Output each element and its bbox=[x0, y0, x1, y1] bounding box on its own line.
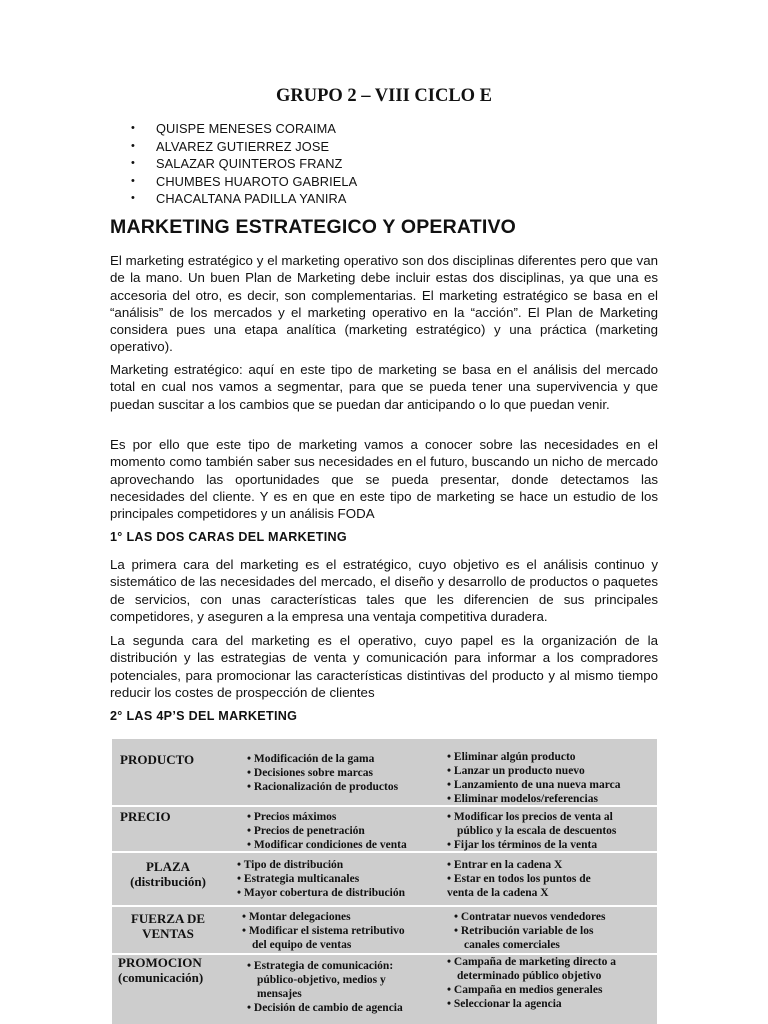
member-item bbox=[110, 138, 357, 156]
group-heading: GRUPO 2 – VIII CICLO E bbox=[275, 86, 493, 106]
row-header-line: PROMOCION bbox=[118, 955, 202, 970]
bullet-icon: • bbox=[131, 192, 135, 205]
col1-item: público-objetivo, medios y bbox=[257, 974, 386, 986]
intro-paragraph: El marketing estratégico y el marketing operativo son dos disciplinas diferentes pero que van de la mano. Un buen Plan de Marketing debe incluir estas dos disciplinas, ya que una es accesoria del otro, es decir, son complementarias. El marketing estratégico se basa en el “análisis” de los mercados y el marketing operativo en la “acción”. El Plan de Marketing considera pues una etapa analítica (marketing estratégico) y una práctica (marketing operativo). bbox=[110, 253, 658, 355]
second-face-paragraph: La segunda cara del marketing es el operativo, cuyo papel es la organización de la distribución y las estrategias de venta y comunicación para informar a los compradores potenciales, para promocionar las características distintivas del producto y al mismo tiempo reducir los costes de prospección de clientes bbox=[110, 633, 658, 700]
col2-item: • Campaña en medios generales bbox=[447, 984, 603, 996]
col2-item: determinado público objetivo bbox=[457, 970, 602, 982]
member-name: SALAZAR QUINTEROS FRANZ bbox=[156, 156, 343, 172]
row-header-line: (distribución) bbox=[130, 874, 206, 889]
row-header-line: (comunicación) bbox=[118, 970, 204, 985]
row-header-line: PLAZA bbox=[145, 859, 191, 874]
bullet-icon: • bbox=[131, 139, 135, 152]
section1-heading: 1° LAS DOS CARAS DEL MARKETING bbox=[110, 530, 348, 544]
col1-item: • Estrategia de comunicación: bbox=[247, 960, 394, 972]
table-row bbox=[112, 739, 657, 805]
table-row bbox=[112, 907, 657, 953]
row-header-line: PRECIO bbox=[120, 809, 171, 824]
member-name: CHACALTANA PADILLA YANIRA bbox=[156, 191, 347, 207]
row-col2 bbox=[454, 910, 606, 952]
col2-item: • Estar en todos los puntos de bbox=[447, 873, 591, 885]
row-header bbox=[112, 859, 224, 889]
row-header-line: VENTAS bbox=[142, 926, 194, 941]
member-item bbox=[110, 120, 357, 138]
member-list bbox=[110, 120, 357, 208]
col2-item: • Seleccionar la agencia bbox=[447, 998, 562, 1010]
row-col1 bbox=[247, 810, 407, 852]
bullet-icon: • bbox=[131, 122, 135, 134]
bullet-icon: • bbox=[131, 157, 135, 170]
col1-item: • Racionalización de productos bbox=[247, 781, 399, 793]
member-item bbox=[110, 173, 357, 191]
row-col2 bbox=[447, 810, 616, 852]
col2-item: • Retribución variable de los bbox=[454, 925, 594, 937]
col1-item: • Modificación de la gama bbox=[247, 753, 375, 765]
table-row bbox=[112, 807, 657, 851]
bullet-icon: • bbox=[131, 174, 135, 187]
row-col1 bbox=[237, 858, 405, 900]
col2-item: • Eliminar algún producto bbox=[447, 751, 576, 763]
col2-item: • Lanzamiento de una nueva marca bbox=[447, 779, 621, 791]
document-title: MARKETING ESTRATEGICO Y OPERATIVO bbox=[110, 216, 517, 238]
needs-paragraph: Es por ello que este tipo de marketing vamos a conocer sobre las necesidades en el momento como también saber sus necesidades en el futuro, buscando un nicho de mercado aprovechando las oportunidades que se pueda presentar, donde detectamos las necesidades del cliente. Y es en que en este tipo de marketing se hace un estudio de los principales competidores y un análisis FODA bbox=[110, 437, 658, 522]
col1-item: • Mayor cobertura de distribución bbox=[237, 887, 405, 899]
row-header bbox=[112, 911, 224, 941]
col2-item: • Modificar los precios de venta al bbox=[447, 811, 613, 823]
col1-item: • Montar delegaciones bbox=[242, 911, 351, 923]
four-ps-table bbox=[112, 739, 657, 1024]
row-header bbox=[118, 955, 203, 985]
member-name: CHUMBES HUAROTO GABRIELA bbox=[156, 173, 358, 189]
col1-item: • Modificar condiciones de venta bbox=[247, 839, 407, 851]
col1-item: • Decisión de cambio de agencia bbox=[247, 1002, 403, 1014]
col1-item: • Tipo de distribución bbox=[237, 859, 344, 871]
col2-item: • Campaña de marketing directo a bbox=[447, 956, 616, 968]
member-item bbox=[110, 190, 357, 208]
row-header bbox=[120, 752, 194, 767]
col1-item: del equipo de ventas bbox=[252, 939, 352, 951]
row-header bbox=[120, 809, 171, 824]
col2-item: venta de la cadena X bbox=[447, 887, 549, 899]
row-col1 bbox=[247, 752, 398, 794]
strategic-paragraph: Marketing estratégico: aquí en este tipo de marketing se basa en el análisis del mercado total en cual nos vamos a segmentar, para que se pueda tener una supervivencia y que puedan suscitar a los cambios que se puedan dar anticipando o lo que puedan venir. bbox=[110, 362, 658, 412]
col2-item: público y la escala de descuentos bbox=[457, 825, 617, 837]
col1-item: • Decisiones sobre marcas bbox=[247, 767, 373, 779]
col1-item: mensajes bbox=[257, 988, 302, 1000]
row-header-line: FUERZA DE bbox=[130, 911, 206, 926]
col2-item: • Eliminar modelos/referencias bbox=[447, 793, 598, 805]
member-item bbox=[110, 155, 357, 173]
row-col1 bbox=[242, 910, 405, 952]
col2-item: • Contratar nuevos vendedores bbox=[454, 911, 606, 923]
member-name: ALVAREZ GUTIERREZ JOSE bbox=[156, 138, 330, 154]
table-row bbox=[112, 853, 657, 905]
row-col2 bbox=[447, 750, 620, 806]
col1-item: • Precios de penetración bbox=[247, 825, 365, 837]
col2-item: canales comerciales bbox=[464, 939, 560, 951]
col2-item: • Lanzar un producto nuevo bbox=[447, 765, 585, 777]
col1-item: • Modificar el sistema retributivo bbox=[242, 925, 405, 937]
row-col2 bbox=[447, 858, 591, 900]
member-name: QUISPE MENESES CORAIMA bbox=[156, 121, 336, 136]
section2-heading: 2° LAS 4P’S DEL MARKETING bbox=[110, 709, 298, 723]
row-col2 bbox=[447, 955, 616, 1011]
table-row bbox=[112, 955, 657, 1024]
row-header-line: PRODUCTO bbox=[120, 752, 195, 767]
first-face-paragraph: La primera cara del marketing es el estratégico, cuyo objetivo es el análisis continuo y sistemático de las necesidades del mercado, el diseño y desarrollo de productos o paquetes de servicios, con unas características tales que les diferencien de sus principales competidores, y aseguren a la empresa una ventaja competitiva duradera. bbox=[110, 557, 658, 624]
col1-item: • Precios máximos bbox=[247, 811, 337, 823]
col2-item: • Entrar en la cadena X bbox=[447, 859, 563, 871]
row-col1 bbox=[247, 959, 403, 1015]
col1-item: • Estrategia multicanales bbox=[237, 873, 360, 885]
col2-item: • Fijar los términos de la venta bbox=[447, 839, 598, 851]
